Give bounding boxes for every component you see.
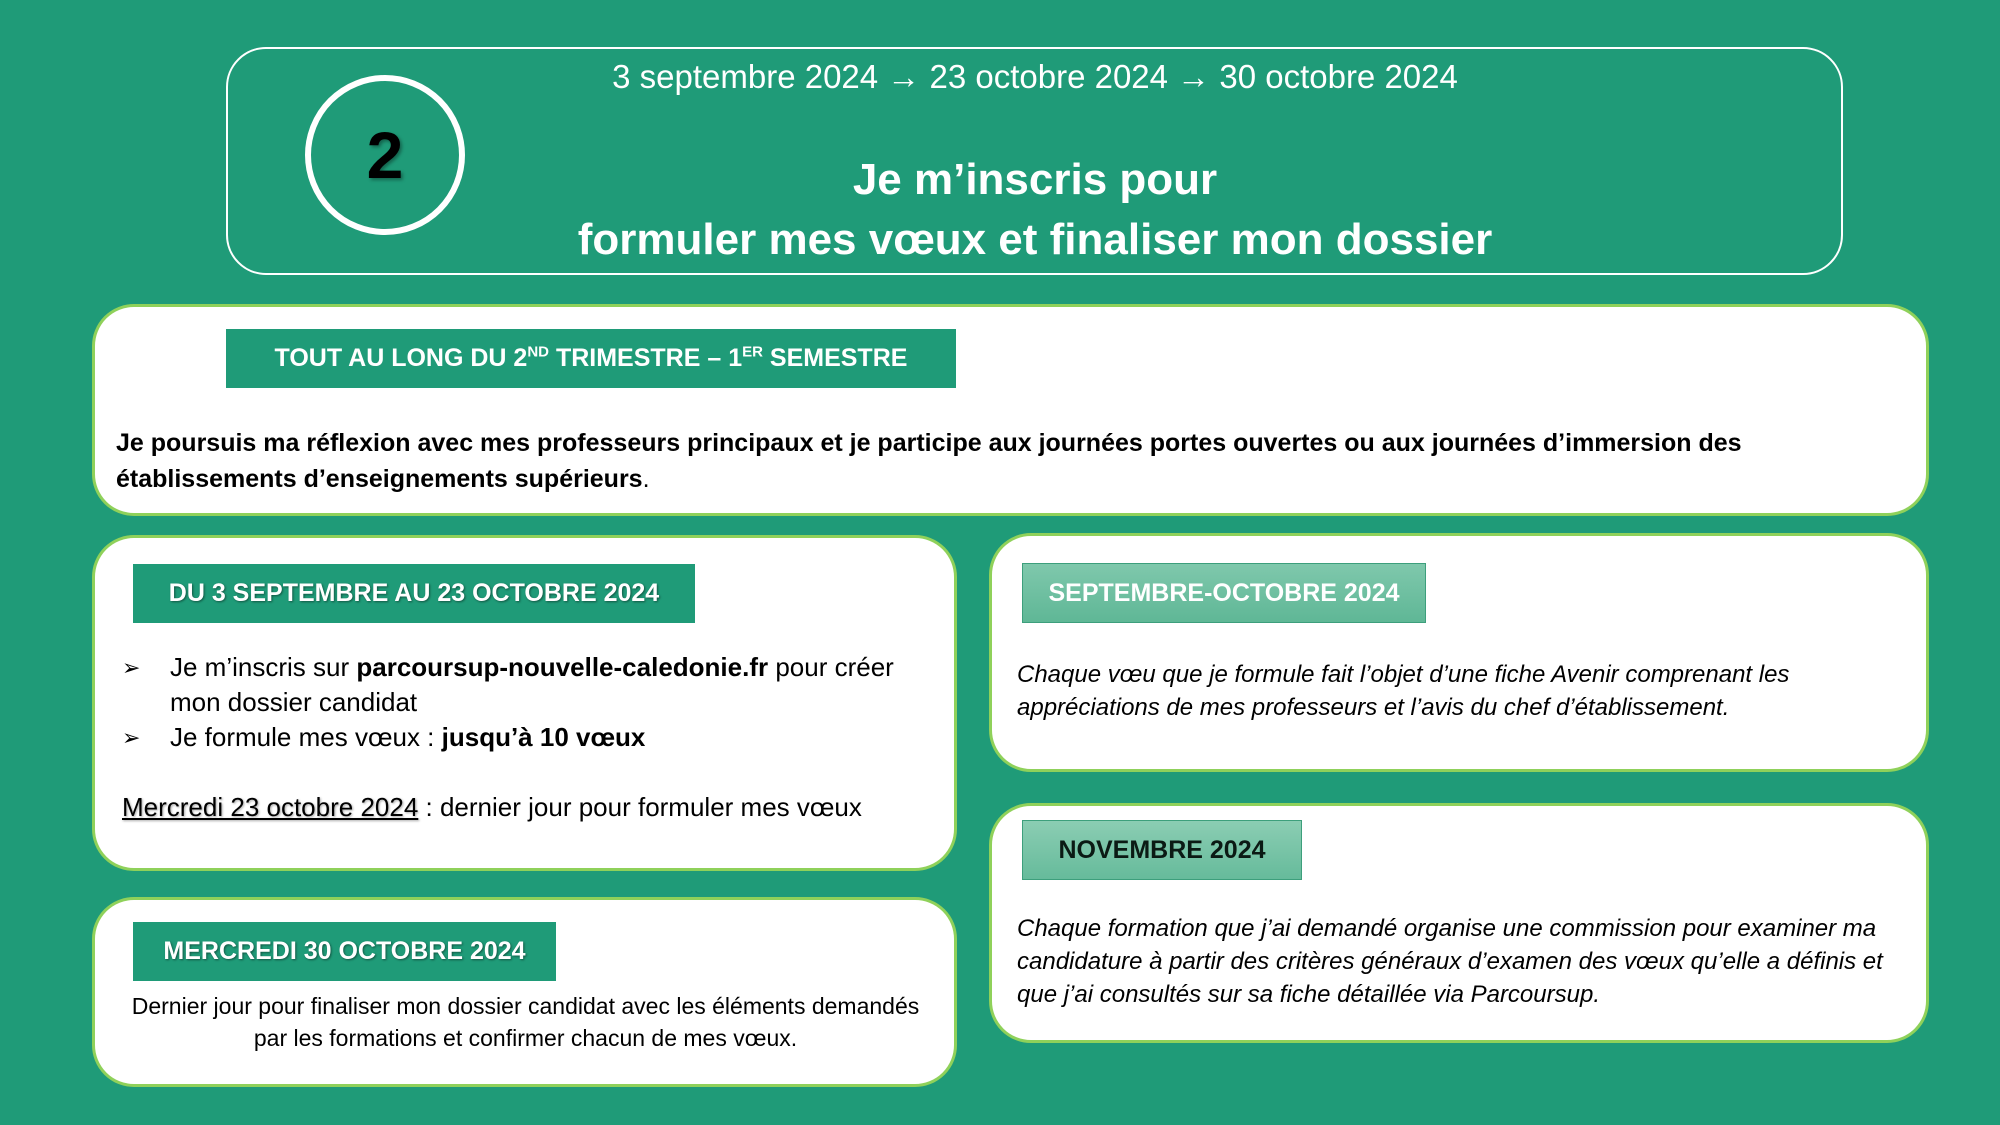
commission-label: NOVEMBRE 2024	[1022, 820, 1302, 880]
arrow-bullet-icon: ➢	[122, 725, 141, 750]
fiche-avenir-text: Chaque vœu que je formule fait l’objet d’une fiche Avenir comprenant les appréciations de mes professeurs et l’avis du chef d’établissement.	[1017, 661, 1790, 721]
list-item	[122, 720, 922, 755]
title-line-2: formuler mes vœux et finaliser mon dossier	[577, 215, 1493, 264]
reflection-text: Je poursuis ma réflexion avec mes professeurs principaux et je participe aux journées portes ouvertes ou aux journées d’immersion des établissements d’enseignements supérieurs.	[116, 429, 1742, 493]
parcoursup-link[interactable]: parcoursup-nouvelle-caledonie.fr	[356, 652, 769, 682]
step-number-circle	[305, 75, 465, 235]
timeline-dates: 3 septembre 2024 → 23 octobre 2024 → 30 octobre 2024	[612, 58, 1458, 95]
arrow-bullet-icon: ➢	[122, 655, 141, 680]
list-item	[122, 650, 922, 720]
page-title	[500, 150, 1570, 270]
bullet-text-2: Je formule mes vœux : jusqu’à 10 vœux	[170, 722, 646, 752]
trimester-label-text: TOUT AU LONG DU 2ND TRIMESTRE – 1ER SEMESTRE	[274, 343, 908, 372]
trimester-label	[226, 329, 956, 388]
bullet-text-1: Je m’inscris sur parcoursup-nouvelle-caledonie.fr pour créer mon dossier candidat	[170, 652, 894, 717]
registration-label: DU 3 SEPTEMBRE AU 23 OCTOBRE 2024	[133, 564, 695, 623]
step-number: 2	[366, 118, 404, 192]
finalize-text: Dernier jour pour finaliser mon dossier candidat avec les éléments demandés par les formations et confirmer chacun de mes vœux.	[131, 993, 920, 1051]
commission-text: Chaque formation que j’ai demandé organise une commission pour examiner ma candidature à partir des critères généraux d’examen des vœux qu’elle a définis et que j’ai consultés sur sa fiche détaillée via Parcoursup.	[1017, 915, 1883, 1008]
fiche-avenir-label: SEPTEMBRE-OCTOBRE 2024	[1022, 563, 1426, 623]
deadline-date: Mercredi 23 octobre 2024	[122, 792, 419, 822]
registration-bullets	[122, 650, 922, 755]
deadline-text: Mercredi 23 octobre 2024 : dernier jour pour formuler mes vœux	[122, 792, 862, 822]
finalize-label: MERCREDI 30 OCTOBRE 2024	[133, 922, 556, 981]
title-line-1: Je m’inscris pour	[852, 155, 1218, 204]
